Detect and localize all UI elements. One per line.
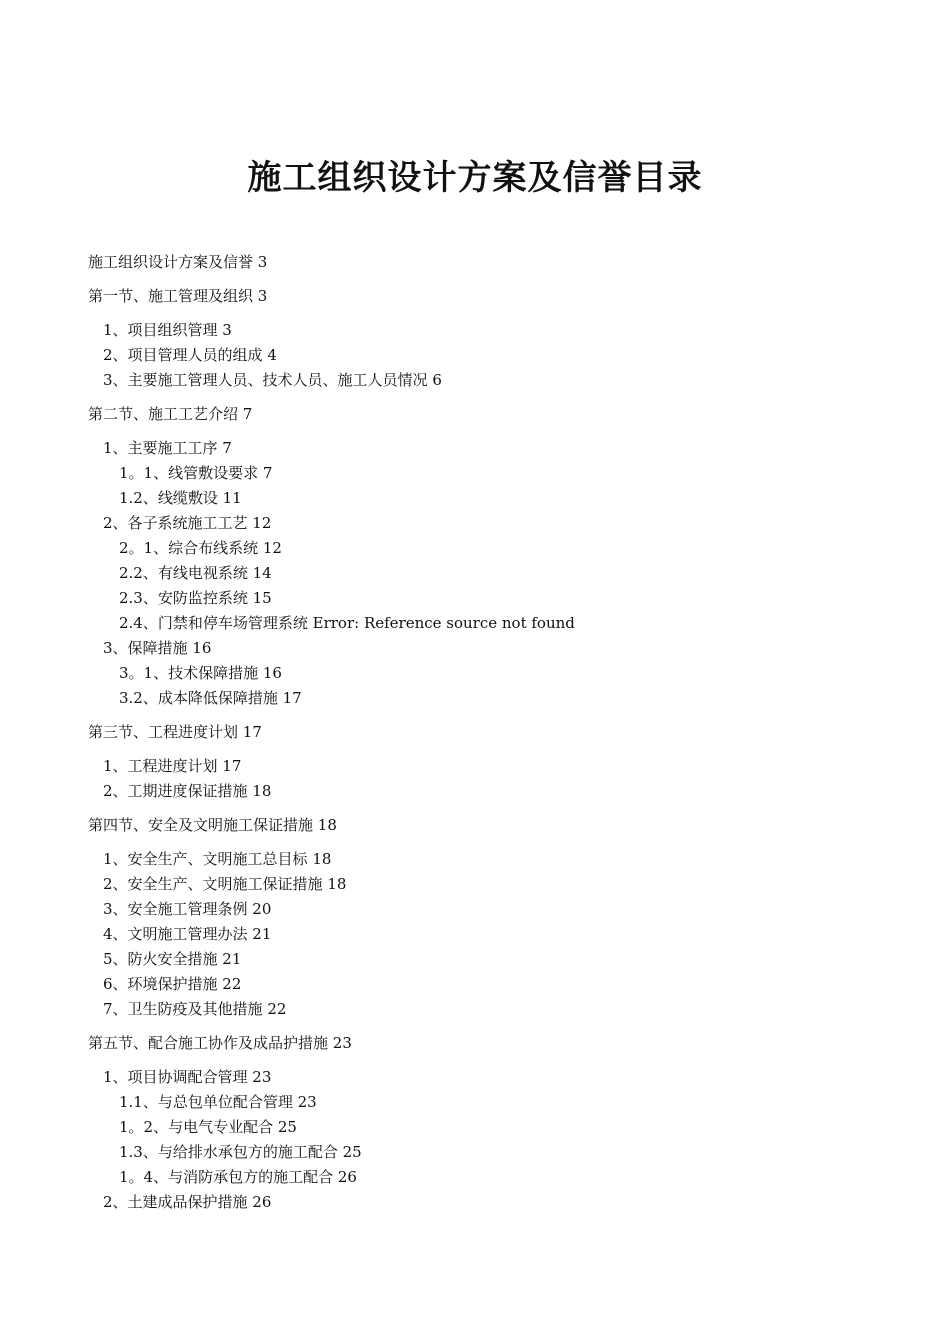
- toc-subitem[interactable]: 1。2、与电气专业配合 25: [119, 1118, 297, 1136]
- toc-item[interactable]: 3、安全施工管理条例 20: [103, 900, 272, 918]
- toc-section-heading[interactable]: 第四节、安全及文明施工保证措施 18: [88, 816, 337, 834]
- toc-item[interactable]: 1、主要施工工序 7: [103, 439, 232, 457]
- toc-subitem[interactable]: 1。4、与消防承包方的施工配合 26: [119, 1168, 357, 1186]
- toc-subitem[interactable]: 2。1、综合布线系统 12: [119, 539, 282, 557]
- toc-subitem[interactable]: 1。1、线管敷设要求 7: [119, 464, 273, 482]
- toc-section-heading[interactable]: 施工组织设计方案及信誉 3: [88, 253, 268, 271]
- toc-section-heading[interactable]: 第一节、施工管理及组织 3: [88, 287, 268, 305]
- toc-item[interactable]: 2、工期进度保证措施 18: [103, 782, 272, 800]
- toc-section-heading[interactable]: 第二节、施工工艺介绍 7: [88, 405, 253, 423]
- toc-item[interactable]: 7、卫生防疫及其他措施 22: [103, 1000, 287, 1018]
- toc-subitem[interactable]: 1.3、与给排水承包方的施工配合 25: [119, 1143, 362, 1161]
- toc-section-heading[interactable]: 第三节、工程进度计划 17: [88, 723, 262, 741]
- toc-item[interactable]: 3、主要施工管理人员、技术人员、施工人员情况 6: [103, 371, 442, 389]
- toc-item[interactable]: 2、项目管理人员的组成 4: [103, 346, 277, 364]
- toc-item[interactable]: 1、安全生产、文明施工总目标 18: [103, 850, 332, 868]
- toc-subitem[interactable]: 1.1、与总包单位配合管理 23: [119, 1093, 317, 1111]
- toc-item[interactable]: 2、安全生产、文明施工保证措施 18: [103, 875, 347, 893]
- toc-subitem[interactable]: 2.2、有线电视系统 14: [119, 564, 272, 582]
- toc-subitem[interactable]: 2.3、安防监控系统 15: [119, 589, 272, 607]
- toc-subitem[interactable]: 1.2、线缆敷设 11: [119, 489, 242, 507]
- toc-item[interactable]: 1、项目协调配合管理 23: [103, 1068, 272, 1086]
- toc-item[interactable]: 6、环境保护措施 22: [103, 975, 242, 993]
- toc-item[interactable]: 5、防火安全措施 21: [103, 950, 242, 968]
- toc-item[interactable]: 1、项目组织管理 3: [103, 321, 232, 339]
- toc-item[interactable]: 4、文明施工管理办法 21: [103, 925, 272, 943]
- table-of-contents: [88, 250, 888, 1215]
- toc-item[interactable]: 1、工程进度计划 17: [103, 757, 242, 775]
- toc-subitem[interactable]: 2.4、门禁和停车场管理系统 Error: Reference source not found: [119, 614, 575, 632]
- toc-item[interactable]: 2、各子系统施工工艺 12: [103, 514, 272, 532]
- toc-subitem[interactable]: 3.2、成本降低保障措施 17: [119, 689, 302, 707]
- toc-section-heading[interactable]: 第五节、配合施工协作及成品护措施 23: [88, 1034, 352, 1052]
- toc-subitem[interactable]: 3。1、技术保障措施 16: [119, 664, 282, 682]
- document-title: 施工组织设计方案及信誉目录: [247, 158, 703, 198]
- toc-item[interactable]: 3、保障措施 16: [103, 639, 212, 657]
- toc-item[interactable]: 2、土建成品保护措施 26: [103, 1193, 272, 1211]
